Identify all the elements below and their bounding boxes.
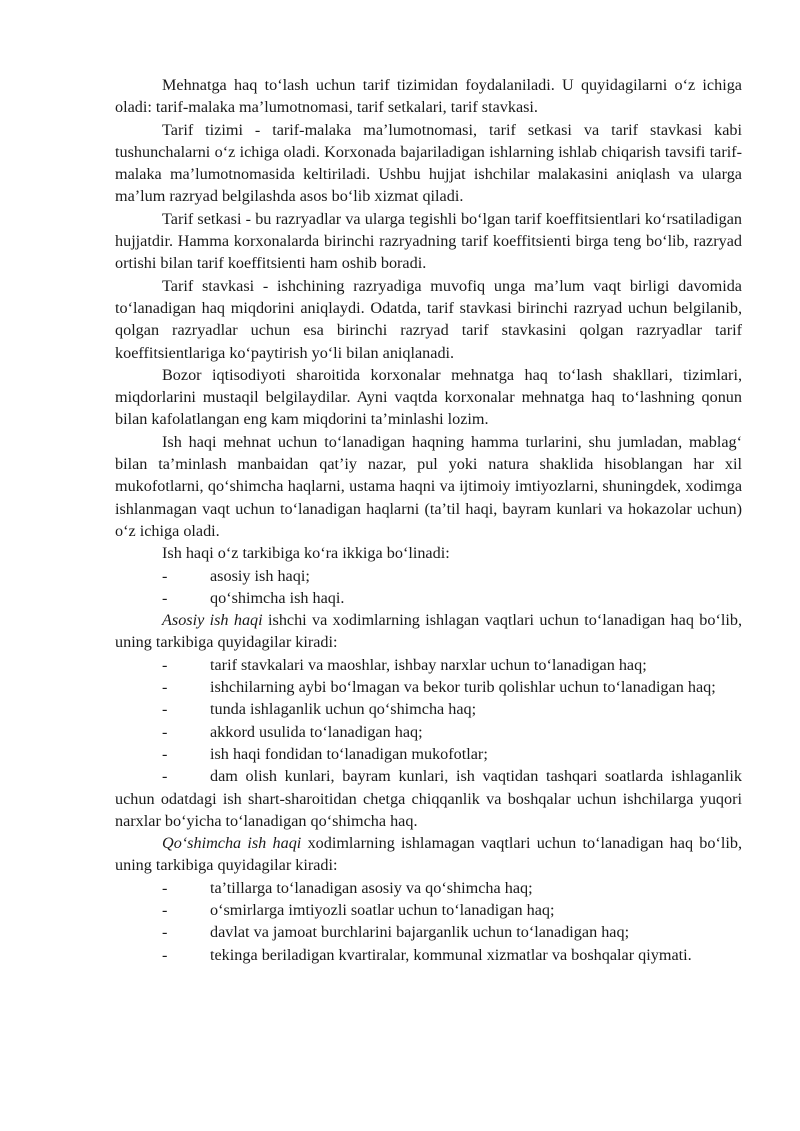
list-item: - ta’tillarga to‘lanadigan asosiy va qo‘shimcha haq; [162, 878, 533, 897]
paragraph-bozor-iqtisodiyoti: Bozor iqtisodiyoti sharoitida korxonalar mehnatga haq to‘lash shakllari, tizimlari, miqdorlarini mustaqil belgilaydilar. Ayni vaqtda korxonalar mehnatga haq to‘lashning qonun bilan kafolatlangan eng kam miqdorini ta’minlashi lozim. [115, 365, 742, 429]
paragraph-qoshimcha-ish-haqi: Qo‘shimcha ish haqi xodimlarning ishlamagan vaqtlari uchun to‘lanadigan haq bo‘lib, uning tarkibiga quyidagilar kiradi: [115, 834, 743, 875]
paragraph-tarif-tizimi-intro: Mehnatga haq to‘lash uchun tarif tizimidan foydalaniladi. U quyidagilarni o‘z ichiga oladi: tarif-malaka ma’lumotnomasi, tarif setkalari, tarif stavkasi. [115, 76, 742, 117]
list-item: - ishchilarning aybi bo‘lmagan va bekor turib qolishlar uchun to‘lanadigan haq; [162, 678, 716, 697]
list-item: - davlat va jamoat burchlarini bajarganlik uchun to‘lanadigan haq; [162, 923, 630, 942]
paragraph-tarif-setkasi: Tarif setkasi - bu razryadlar va ularga tegishli bo‘lgan tarif koeffitsientlari ko‘rsatiladigan hujjatdir. Hamma korxonalarda birinchi razryadning tarif koeffitsienti birga teng bo‘lib, razryad ortishi bilan tarif koeffitsienti ham oshib boradi. [115, 209, 742, 273]
list-item: - tarif stavkalari va maoshlar, ishbay narxlar uchun to‘lanadigan haq; [162, 655, 647, 674]
paragraph-tarif-stavkasi: Tarif stavkasi - ishchining razryadiga muvofiq unga ma’lum vaqt birligi davomida to‘lanadigan haq miqdorini aniqlaydi. Odatda, tarif stavkasi birinchi razryad uchun belgilanib, qolgan razryadlar uchun esa birinchi razryad tarif stavkasini qolgan razryadlar tarif koeffitsientlariga ko‘paytirish yo‘li bilan aniqlanadi. [115, 276, 742, 362]
term-qoshimcha-ish-haqi: Qo‘shimcha ish haqi [162, 834, 302, 853]
list-item: - tekinga beriladigan kvartiralar, kommunal xizmatlar va boshqalar qiymati. [162, 945, 692, 964]
list-item: - qo‘shimcha ish haqi. [162, 588, 345, 607]
list-item: - dam olish kunlari, bayram kunlari, ish vaqtidan tashqari soatlarda ishlaganlik uchun odatdagi ish shart-sharoitidan chetga chiqqanlik va boshqalar uchun ishchilarga yuqori narxlar bo‘yicha to‘lanadigan qo‘shimcha haq. [115, 767, 742, 830]
document-page [115, 74, 742, 966]
list-item: - asosiy ish haqi; [162, 566, 310, 585]
paragraph-ish-haqi-definition: Ish haqi mehnat uchun to‘lanadigan haqning hamma turlarini, shu jumladan, mablag‘ bilan ta’minlash manbaidan qat’iy nazar, pul yoki natura shaklida hisoblangan har xil mukofotlarni, qo‘shimcha haqlarni, ustama haqni va ijtimoiy imtiyozlarni, shuningdek, xodimga ishlanmagan vaqt uchun to‘lanadigan haqlarni (ta’til haqi, bayram kunlari va hokazolar uchun) o‘z ichiga oladi. [115, 432, 742, 540]
paragraph-tarif-tizimi: Tarif tizimi - tarif-malaka ma’lumotnomasi, tarif setkasi va tarif stavkasi kabi tushunchalarni o‘z ichiga oladi. Korxonada bajariladigan ishlarning ishlab chiqarish tavsifi tarif-malaka ma’lumotnomasida keltiriladi. Ushbu hujjat ishchilar malakasini aniqlash va ularga ma’lum razryad belgilashda asos bo‘lib xizmat qiladi. [115, 120, 742, 206]
paragraph-asosiy-ish-haqi: Asosiy ish haqi ishchi va xodimlarning ishlagan vaqtlari uchun to‘lanadigan haq bo‘lib, uning tarkibiga quyidagilar kiradi: [115, 611, 742, 652]
list-item: - tunda ishlaganlik uchun qo‘shimcha haq; [162, 700, 477, 719]
list-item: - ish haqi fondidan to‘lanadigan mukofotlar; [162, 744, 488, 763]
term-asosiy-ish-haqi: Asosiy ish haqi [162, 611, 263, 630]
list-item: - akkord usulida to‘lanadigan haq; [162, 722, 423, 741]
list-item: - o‘smirlarga imtiyozli soatlar uchun to‘lanadigan haq; [162, 900, 555, 919]
paragraph-ish-haqi-tarkibi: Ish haqi o‘z tarkibiga ko‘ra ikkiga bo‘linadi: [162, 544, 450, 563]
